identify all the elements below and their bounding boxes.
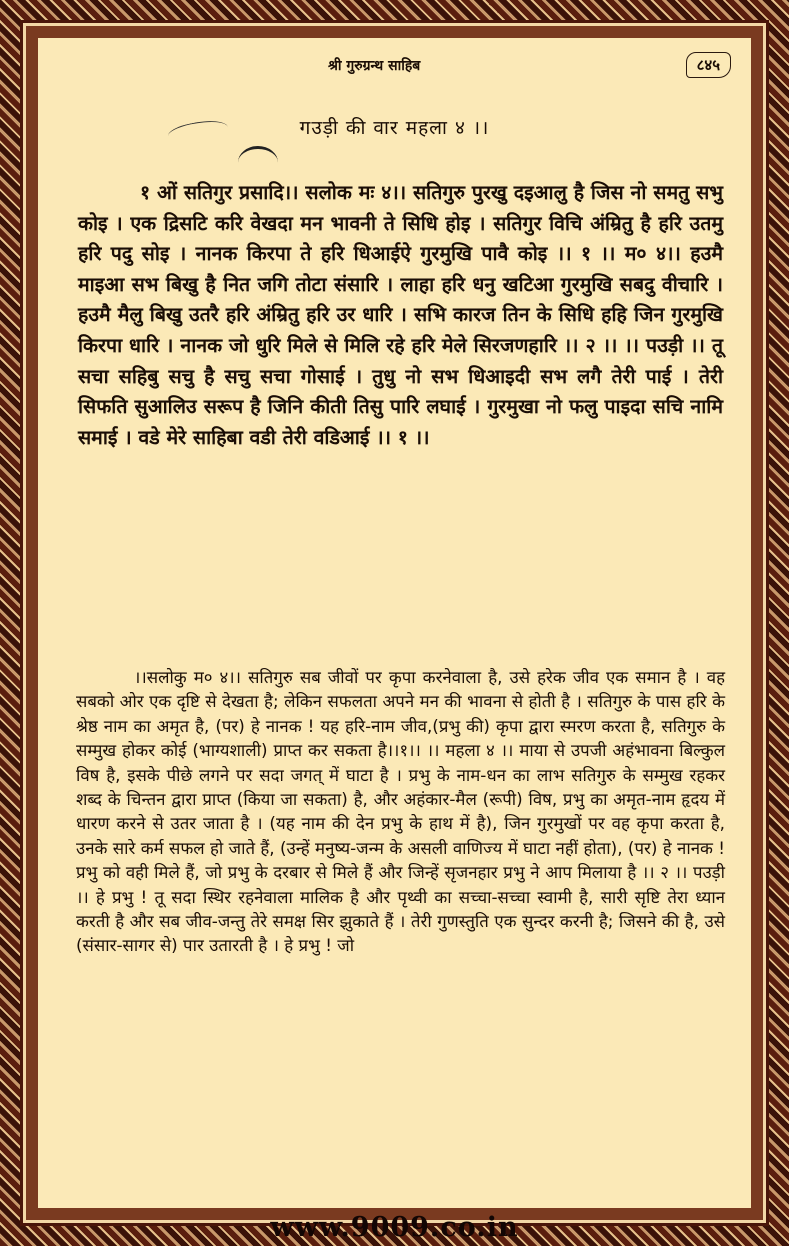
translation-text: ।।सलोकु म० ४।। सतिगुरु सब जीवों पर कृपा करनेवाला है, उसे हरेक जीव एक समान है । वह सबको ओर एक दृष्टि से देखता है; लेकिन सफलता अपने मन की भावना से होती है । सतिगुरु के पास हरि के श्रेष्ठ नाम का अमृत है, (पर) हे नानक ! यह हरि-नाम जीव,(प्रभु की) कृपा द्वारा स्मरण करता है, सतिगुरु के सम्मुख होकर कोई (भाग्यशाली) प्राप्त कर सकता है।।१।। ।। महला ४ ।। माया से उपजी अहंभावना बिल्कुल विष है, इसके पीछे लगने पर सदा जगत् में घाटा है । प्रभु के नाम-धन का लाभ सतिगुरु के सम्मुख रहकर शब्द के चिन्तन द्वारा प्राप्त (किया जा सकता) है, और अहंकार-मैल (रूपी) विष, प्रभु का अमृत-नाम हृदय में धारण करने से उतर जाता है । (यह नाम की देन प्रभु के हाथ में है), जिन गुरमुखों पर वह कृपा करता है, उनके सारे कर्म सफल हो जाते हैं, (उन्हें मनुष्य-जन्म के असली वाणिज्य में घाटा नहीं होता), (पर) हे नानक ! प्रभु को वही मिले हैं, जो प्रभु के दरबार से मिले हैं और जिन्हें सृजनहार प्रभु ने आप मिलाया है ।। २ ।। पउड़ी ।। हे प्रभु ! तू सदा स्थिर रहनेवाला मालिक है और पृथ्वी का सच्चा-सच्चा स्वामी है, सारी सृष्टि तेरा ध्यान करती है और सब जीव-जन्तु तेरे समक्ष सिर झुकाते हैं । तेरी गुणस्तुति एक सुन्दर करनी है; जिसने की है, उसे (संसार-सागर से) पार उतारती है । हे प्रभु ! जो (76, 667, 725, 956)
section-title: गउड़ी की वार महला ४ ।। (299, 117, 490, 139)
footer-url[interactable]: www.9009.co.in (270, 1212, 519, 1243)
scripture-page (38, 38, 751, 1208)
translation-block (76, 665, 725, 958)
page-header (38, 38, 751, 78)
gurbani-text: १ ओं सतिगुर प्रसादि।। सलोक मः ४।। सतिगुरु पुरखु दइआलु है जिस नो समतु सभु कोइ । एक द्रिसटि करि वेखदा मन भावनी ते सिधि होइ । सतिगुर विचि अंम्रितु है हरि उतमु हरि पदु सोइ । नानक किरपा ते हरि धिआईऐ गुरमुखि पावै कोइ ।। १ ।। म० ४।। हउमै माइआ सभ बिखु है नित जगि तोटा संसारि । लाहा हरि धनु खटिआ गुरमुखि सबदु वीचारि । हउमै मैलु बिखु उतरै हरि अंम्रितु हरि उर धारि । सभि कारज तिन के सिधि हहि जिन गुरमुखि किरपा धारि । नानक जो धुरि मिले से मिलि रहे हरि मेले सिरजणहारि ।। २ ।। ।। पउड़ी ।। तू सचा सहिबु सचु है सचु सचा गोसाई । तुधु नो सभ धिआइदी सभ लगै तेरी पाई । तेरी सिफति सुआलिउ सरूप है जिनि कीती तिसु पारि लघाई । गुरमुखा नो फलु पाइदा सचि नामि समाई । वडे मेरे साहिबा वडी तेरी वडिआई ।। १ ।। (78, 181, 723, 449)
page-number: ८४५ (686, 52, 731, 78)
handwritten-arc (238, 146, 278, 179)
gurbani-verse-block (78, 178, 723, 453)
running-title: श्री गुरुग्रन्थ साहिब (328, 58, 421, 74)
